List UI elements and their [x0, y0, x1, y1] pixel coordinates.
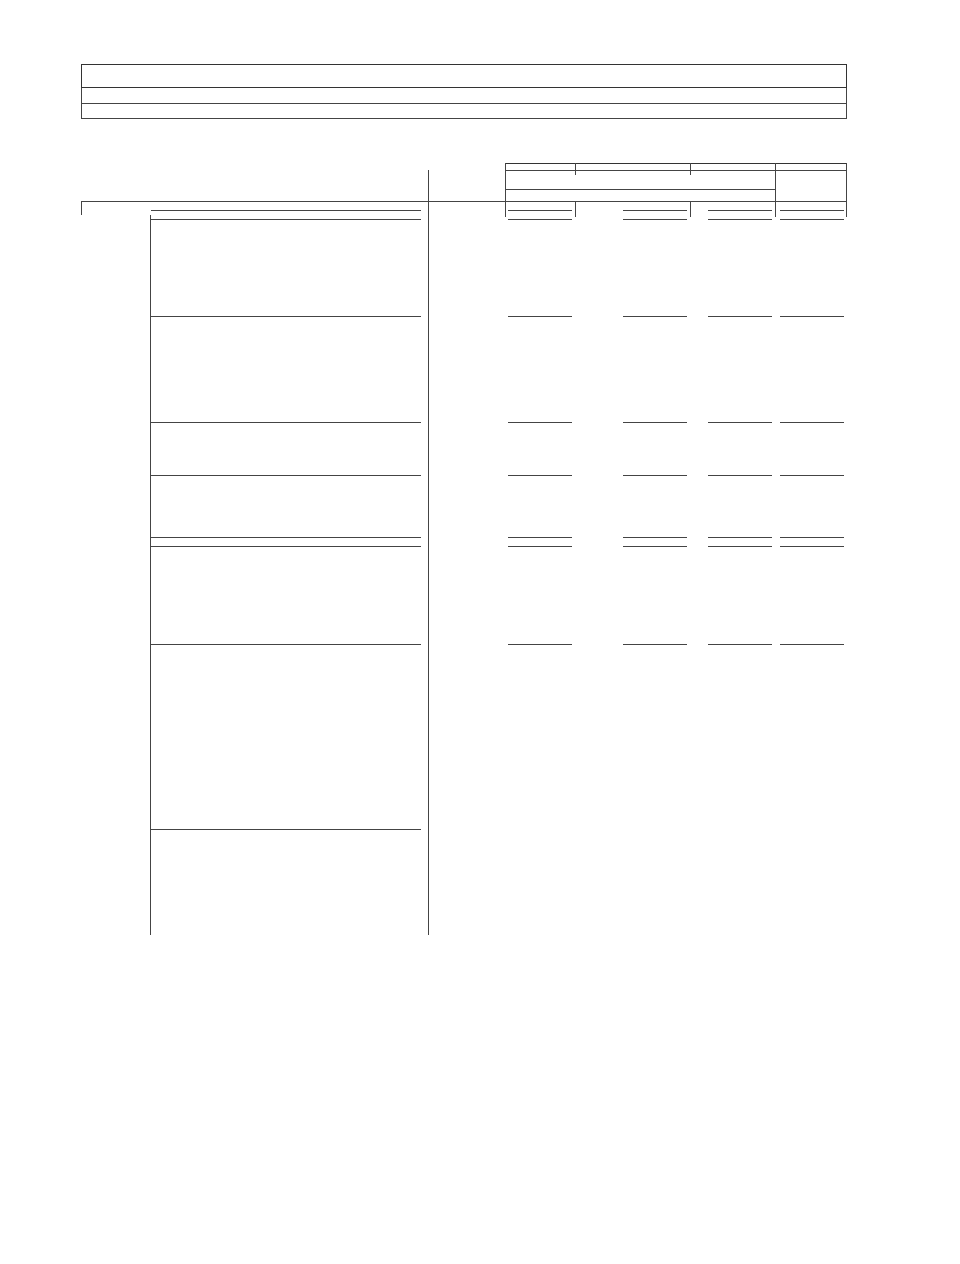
- table-row: [81, 617, 847, 624]
- table-row: [81, 714, 847, 721]
- table-row: [81, 396, 847, 403]
- value-netto: [708, 210, 772, 211]
- row-name: [151, 422, 421, 423]
- table-row: [81, 856, 847, 863]
- table-row: [81, 838, 847, 845]
- value-brutto: [508, 537, 572, 538]
- row-name: [151, 537, 421, 538]
- value-netto: [708, 422, 772, 423]
- value-netto: [708, 475, 772, 476]
- table-row: [81, 626, 847, 633]
- table-row: [81, 732, 847, 739]
- table-row: [81, 201, 847, 208]
- table-row: [81, 776, 847, 783]
- header-rule: [81, 118, 847, 119]
- table-row: [81, 847, 847, 854]
- table-row: [81, 511, 847, 518]
- table-row: [81, 458, 847, 465]
- table-row: [81, 688, 847, 695]
- value-brutto: [508, 475, 572, 476]
- value-prev: [780, 537, 844, 538]
- table-row: [81, 254, 847, 261]
- table-row: [81, 891, 847, 898]
- table-row: [81, 431, 847, 438]
- table-row: [81, 705, 847, 712]
- value-prev: [780, 475, 844, 476]
- grid-line: [575, 163, 576, 175]
- table-row: [81, 794, 847, 801]
- value-brutto: [508, 316, 572, 317]
- column-header-top-rule: [505, 163, 847, 164]
- table-row: [81, 440, 847, 447]
- row-name: [151, 210, 421, 211]
- table-row: [81, 723, 847, 730]
- table-row: [81, 263, 847, 270]
- value-netto: [708, 644, 772, 645]
- value-korekce: [623, 644, 687, 645]
- value-brutto: [508, 210, 572, 211]
- row-name: [151, 829, 421, 830]
- table-row: [81, 767, 847, 774]
- value-brutto: [508, 644, 572, 645]
- grid-line: [775, 163, 776, 201]
- table-row: [81, 422, 847, 429]
- table-row: [81, 281, 847, 288]
- table-row: [81, 821, 847, 828]
- table-row: [81, 236, 847, 243]
- value-korekce: [623, 546, 687, 547]
- table-row: [81, 325, 847, 332]
- table-row: [81, 644, 847, 651]
- table-row: [81, 759, 847, 766]
- row-name: [151, 644, 421, 645]
- value-prev: [780, 201, 844, 202]
- value-brutto: [508, 201, 572, 202]
- table-row: [81, 369, 847, 376]
- table-row: [81, 334, 847, 341]
- table-row: [81, 290, 847, 297]
- table-row: [81, 573, 847, 580]
- value-prev: [780, 219, 844, 220]
- value-netto: [708, 219, 772, 220]
- table-row: [81, 900, 847, 907]
- value-brutto: [508, 422, 572, 423]
- value-netto: [708, 316, 772, 317]
- table-row: [81, 697, 847, 704]
- table-row: [81, 449, 847, 456]
- table-row: [81, 307, 847, 314]
- value-prev: [780, 546, 844, 547]
- table-row: [81, 316, 847, 323]
- title-box: [81, 64, 847, 88]
- table-row: [81, 343, 847, 350]
- table-row: [81, 599, 847, 606]
- table-row: [81, 582, 847, 589]
- grid-line: [505, 163, 506, 201]
- table-row: [81, 812, 847, 819]
- table-row: [81, 918, 847, 925]
- grid-line: [846, 163, 847, 201]
- table-row: [81, 750, 847, 757]
- table-row: [81, 405, 847, 412]
- value-prev: [780, 644, 844, 645]
- row-name: [151, 546, 421, 547]
- row-name: [151, 219, 421, 220]
- grid-line: [505, 170, 847, 171]
- table-row: [81, 219, 847, 226]
- value-prev: [780, 422, 844, 423]
- table-row: [81, 520, 847, 527]
- value-korekce: [623, 537, 687, 538]
- table-row: [81, 228, 847, 235]
- value-brutto: [508, 546, 572, 547]
- header-rule: [81, 103, 847, 104]
- table-row: [81, 652, 847, 659]
- value-korekce: [623, 475, 687, 476]
- table-row: [81, 387, 847, 394]
- table-row: [81, 661, 847, 668]
- table-row: [81, 803, 847, 810]
- value-prev: [780, 316, 844, 317]
- table-row: [81, 865, 847, 872]
- value-netto: [708, 537, 772, 538]
- table-row: [81, 564, 847, 571]
- table-row: [81, 484, 847, 491]
- grid-line: [505, 189, 775, 190]
- grid-line: [428, 170, 429, 201]
- grid-line: [690, 163, 691, 175]
- table-row: [81, 413, 847, 420]
- table-row: [81, 785, 847, 792]
- table-row: [81, 475, 847, 482]
- value-brutto: [508, 219, 572, 220]
- value-netto: [708, 201, 772, 202]
- table-row: [81, 882, 847, 889]
- table-row: [81, 210, 847, 217]
- table-row: [81, 467, 847, 474]
- table-row: [81, 537, 847, 544]
- value-korekce: [623, 316, 687, 317]
- table-row: [81, 245, 847, 252]
- table-row: [81, 528, 847, 535]
- table-row: [81, 874, 847, 881]
- table-row: [81, 909, 847, 916]
- table-row: [81, 679, 847, 686]
- table-row: [81, 502, 847, 509]
- row-name: [151, 316, 421, 317]
- table-row: [81, 590, 847, 597]
- value-korekce: [623, 201, 687, 202]
- value-prev: [780, 210, 844, 211]
- row-name: [151, 475, 421, 476]
- value-korekce: [623, 422, 687, 423]
- table-row: [81, 555, 847, 562]
- table-row: [81, 378, 847, 385]
- value-netto: [708, 546, 772, 547]
- table-row: [81, 829, 847, 836]
- table-row: [81, 272, 847, 279]
- value-korekce: [623, 219, 687, 220]
- table-row: [81, 608, 847, 615]
- table-row: [81, 635, 847, 642]
- table-row: [81, 546, 847, 553]
- value-korekce: [623, 210, 687, 211]
- table-row: [81, 360, 847, 367]
- table-row: [81, 741, 847, 748]
- table-row: [81, 493, 847, 500]
- table-row: [81, 298, 847, 305]
- table-row: [81, 670, 847, 677]
- table-row: [81, 351, 847, 358]
